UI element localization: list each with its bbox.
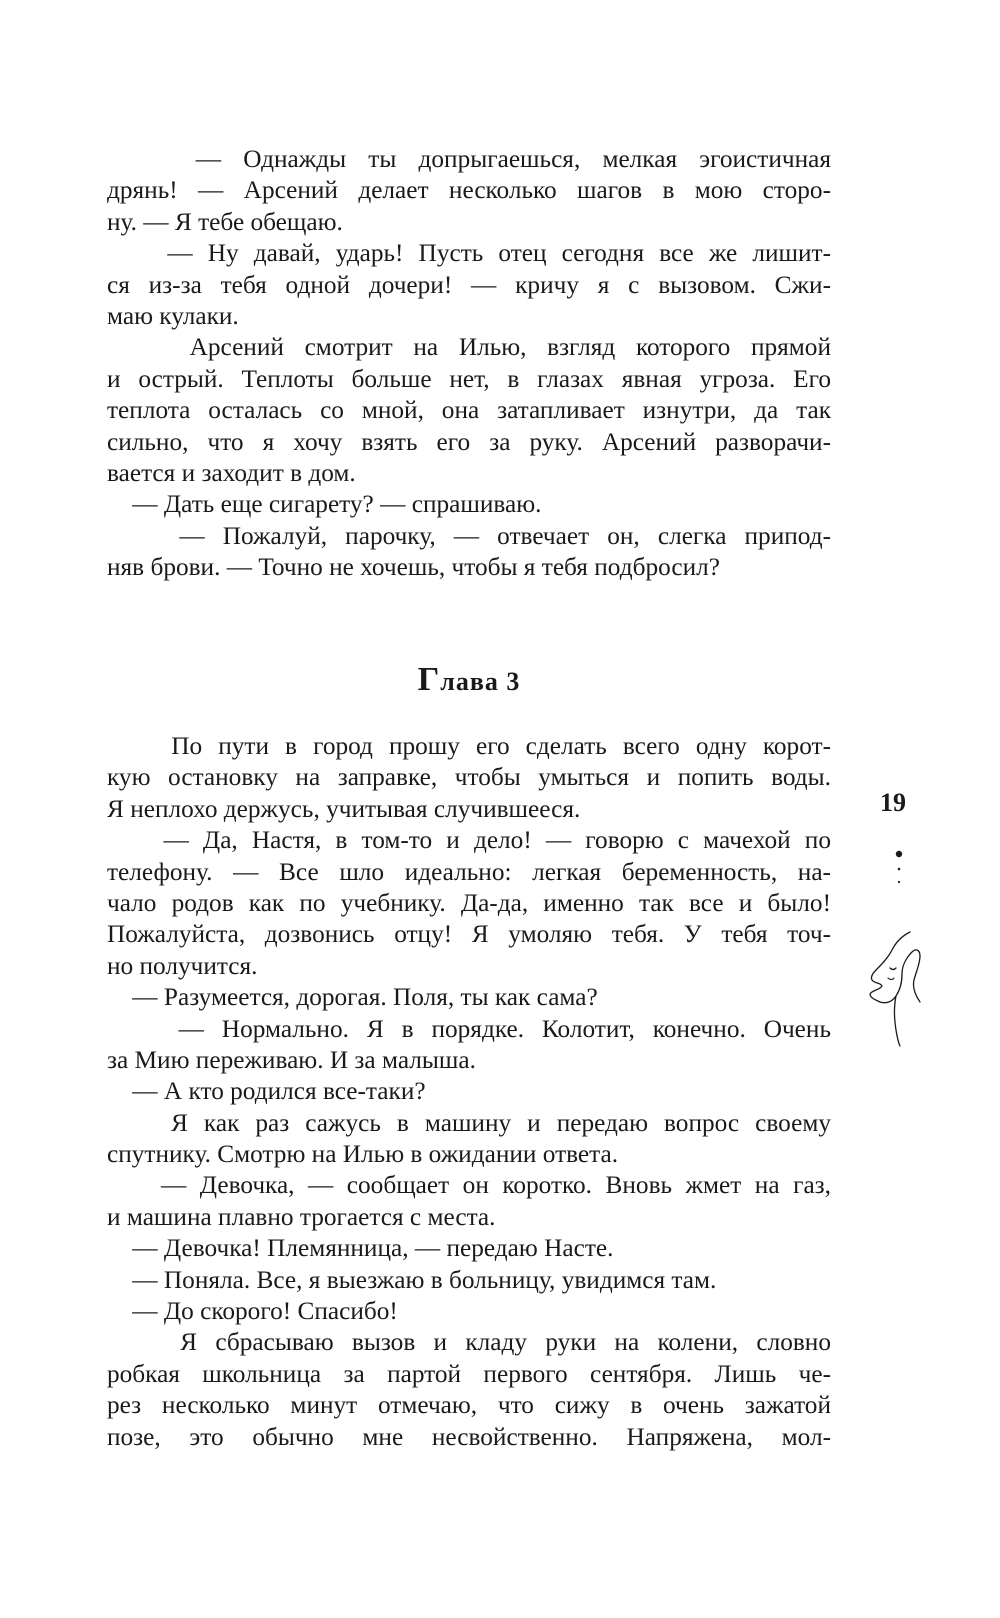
bottom-text-line: — Поняла. Все, я выезжаю в больницу, увидимся там.: [107, 1265, 717, 1294]
paragraph-block-bottom: [107, 731, 831, 1453]
top-text-line: — Ну давай, ударь! Пусть отец сегодня все же лишит-: [107, 239, 831, 268]
dot-large: [896, 851, 902, 857]
top-text-line: маю кулаки.: [107, 301, 239, 330]
top-text-line: теплота осталась со мной, она затапливает изнутри, да так: [107, 396, 831, 425]
face-line-drawing-icon: [850, 928, 930, 1048]
top-text-line: и острый. Теплоты больше нет, в глазах явная угроза. Его: [107, 364, 831, 393]
top-text-line: дрянь! — Арсений делает несколько шагов в мою сторо-: [107, 176, 831, 205]
bottom-text-line: — Девочка! Племянница, — передаю Насте.: [107, 1234, 614, 1263]
chapter-title-rest: лава 3: [440, 667, 521, 696]
bottom-text-line: но получится.: [107, 951, 258, 980]
bottom-text-line: — Да, Настя, в том-то и дело! — говорю с мачехой по: [107, 826, 831, 855]
bottom-text-line: телефону. — Все шло идеально: легкая беременность, на-: [107, 857, 831, 886]
dot-small-2: [898, 881, 900, 883]
top-text-line: сильно, что я хочу взять его за руку. Арсений разворачи-: [107, 427, 831, 456]
bottom-text-line: чало родов как по учебнику. Да-да, именно так все и было!: [107, 888, 831, 917]
chapter-title-initial: Г: [417, 661, 441, 698]
bottom-text-line: По пути в город прошу его сделать всего одну корот-: [107, 732, 831, 760]
top-text-line: ся из-за тебя одной дочери! — кричу я с вызовом. Сжи-: [107, 270, 831, 299]
chapter-title: [107, 660, 831, 702]
bottom-text-line: и машина плавно трогается с места.: [107, 1202, 496, 1231]
dot-small-1: [898, 868, 901, 871]
bottom-text-line: Пожалуйста, дозвонись отцу! Я умоляю тебя. У тебя точ-: [107, 920, 831, 949]
top-text-line: — Пожалуй, парочку, — отвечает он, слегка припод-: [107, 521, 831, 550]
vertical-dots-icon: [894, 848, 904, 888]
top-text-line: ну. — Я тебе обещаю.: [107, 207, 343, 236]
bottom-text-line: — Нормально. Я в порядке. Колотит, конечно. Очень: [107, 1014, 831, 1043]
bottom-text-line: — Разумеется, дорогая. Поля, ты как сама?: [107, 983, 598, 1012]
top-text-line: вается и заходит в дом.: [107, 458, 356, 487]
page-number: 19: [880, 788, 906, 817]
bottom-text-line: Я как раз сажусь в машину и передаю вопрос своему: [107, 1108, 831, 1137]
bottom-text-line: робкая школьница за партой первого сентября. Лишь че-: [107, 1359, 831, 1388]
bottom-text-line: спутнику. Смотрю на Илью в ожидании ответа.: [107, 1140, 619, 1169]
bottom-text-line: за Мию переживаю. И за малыша.: [107, 1045, 476, 1074]
paragraph-block-top: [107, 144, 831, 583]
top-text-line: — Дать еще сигарету? — спрашиваю.: [107, 490, 542, 519]
bottom-text-line: Я неплохо держусь, учитывая случившееся.: [107, 794, 581, 823]
bottom-text-line: — До скорого! Спасибо!: [107, 1297, 398, 1326]
top-text-line: няв брови. — Точно не хочешь, чтобы я тебя подбросил?: [107, 553, 720, 582]
bottom-text-line: — А кто родился все-таки?: [107, 1077, 426, 1106]
top-text-line: — Однажды ты допрыгаешься, мелкая эгоистичная: [107, 145, 831, 173]
bottom-text-line: позе, это обычно мне несвойственно. Напряжена, мол-: [107, 1422, 831, 1451]
bottom-text-line: — Девочка, — сообщает он коротко. Вновь жмет на газ,: [107, 1171, 831, 1200]
top-text-line: Арсений смотрит на Илью, взгляд которого прямой: [107, 333, 831, 362]
bottom-text-line: кую остановку на заправке, чтобы умыться и попить воды.: [107, 763, 831, 792]
bottom-text-line: рез несколько минут отмечаю, что сижу в очень зажатой: [107, 1391, 831, 1420]
bottom-text-line: Я сбрасываю вызов и кладу руки на колени, словно: [107, 1328, 831, 1357]
